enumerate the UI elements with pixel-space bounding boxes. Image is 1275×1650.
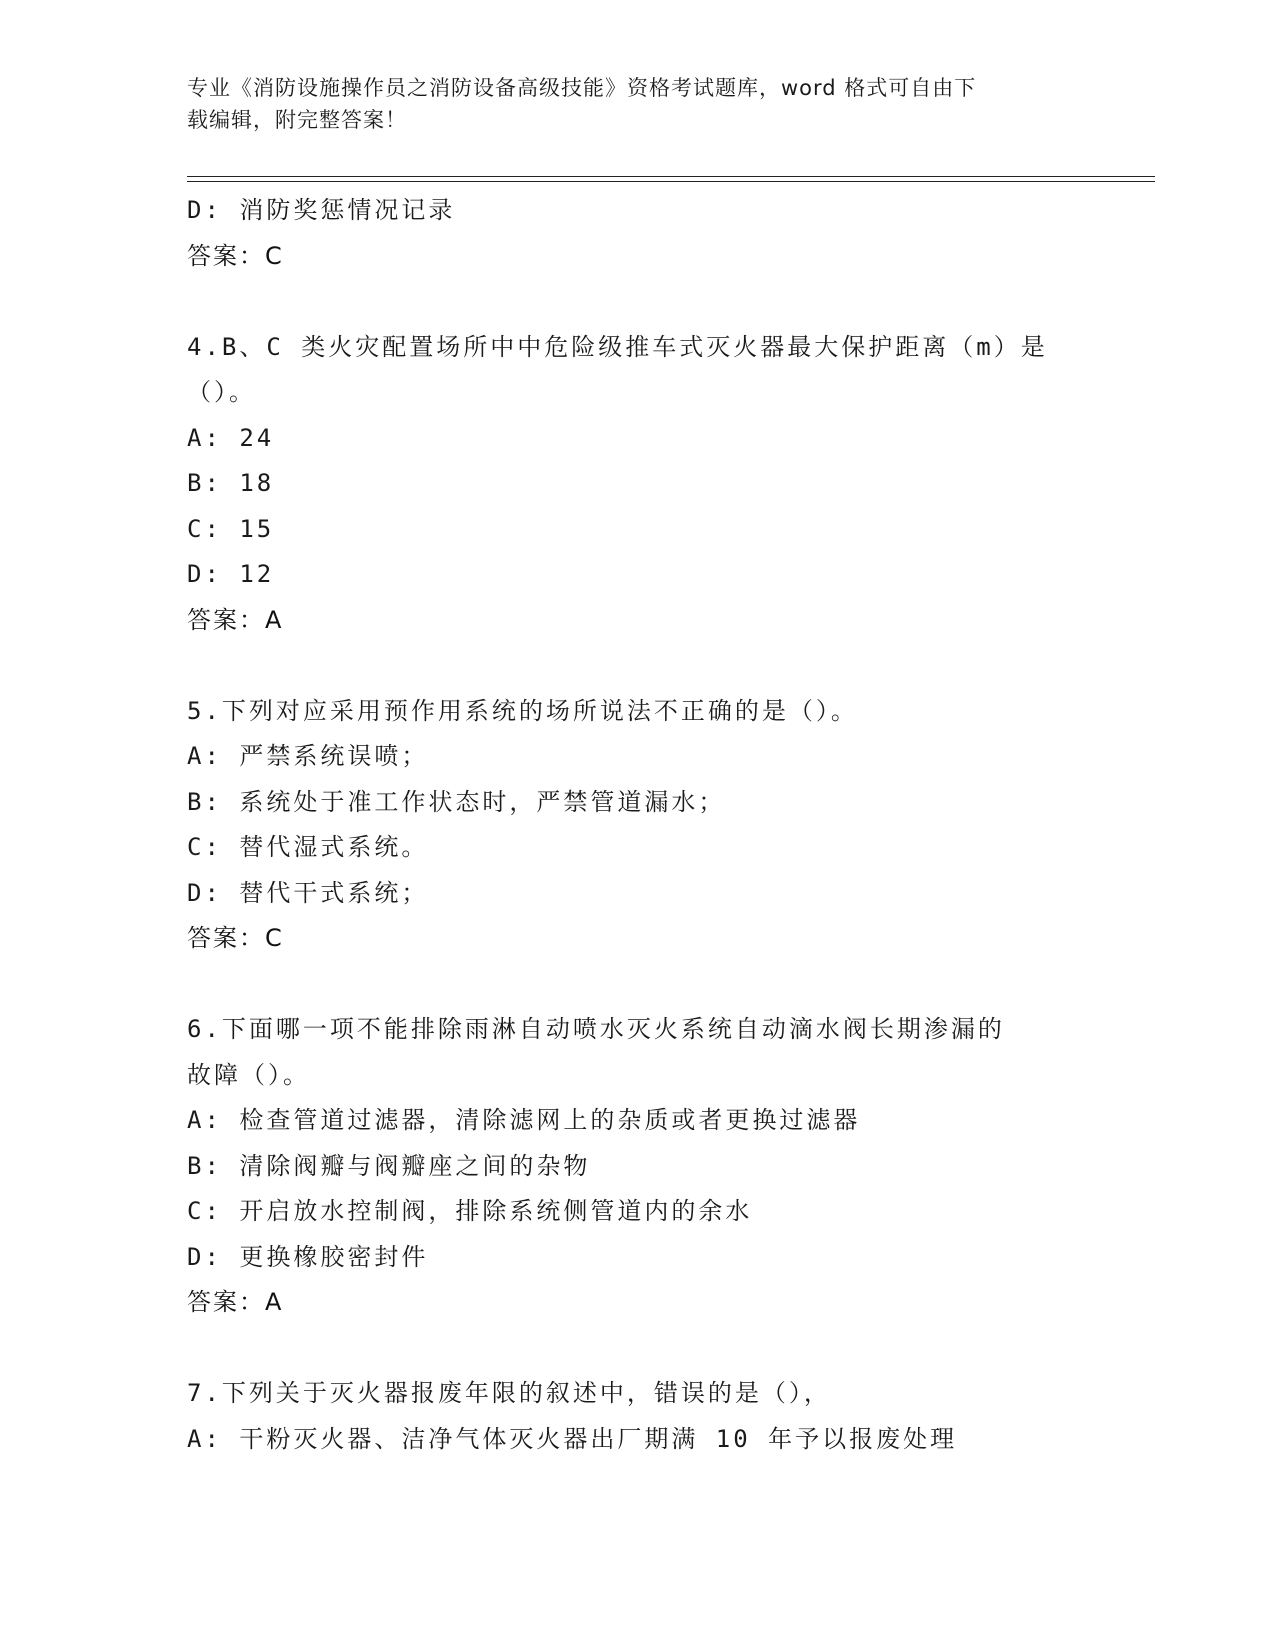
question-stem: 6.下面哪一项不能排除雨淋自动喷水灭火系统自动滴水阀长期渗漏的 [187, 1015, 1005, 1043]
option-b: B: 系统处于准工作状态时，严禁管道漏水； [187, 787, 726, 816]
document-header [187, 72, 1067, 136]
header-line-2: 载编辑，附完整答案！ [187, 108, 407, 132]
question-5 [187, 689, 1137, 962]
spacer [187, 279, 1137, 325]
answer: 答案：A [187, 1288, 284, 1316]
answer: 答案：C [187, 924, 284, 952]
question-6 [187, 1007, 1137, 1326]
option-c: C: 15 [187, 514, 275, 543]
option-c: C: 开启放水控制阀，排除系统侧管道内的余水 [187, 1197, 753, 1225]
option-d: D: 更换橡胶密封件 [187, 1242, 429, 1271]
question-stem-cont: （）。 [187, 378, 256, 406]
question-7 [187, 1371, 1137, 1462]
prev-option-d: D: 消防奖惩情况记录 [187, 196, 456, 224]
header-divider-bottom [187, 181, 1155, 182]
spacer [187, 1326, 1137, 1372]
question-stem: 4.B、C 类火灾配置场所中中危险级推车式灭火器最大保护距离（m）是 [187, 332, 1048, 361]
option-a: A: 严禁系统误喷； [187, 742, 429, 770]
question-stem: 5.下列对应采用预作用系统的场所说法不正确的是（）。 [187, 696, 858, 725]
option-a: A: 24 [187, 423, 275, 452]
option-a: A: 干粉灭火器、洁净气体灭火器出厂期满 10 年予以报废处理 [187, 1424, 958, 1453]
question-stem-cont: 故障（）。 [187, 1060, 310, 1089]
prev-answer: 答案：C [187, 241, 284, 270]
option-d: D: 替代干式系统； [187, 878, 429, 907]
spacer [187, 643, 1137, 689]
option-b: B: 18 [187, 469, 275, 497]
header-divider-top [187, 176, 1155, 177]
question-stem: 7.下列关于灭火器报废年限的叙述中，错误的是（）， [187, 1379, 831, 1407]
question-body [187, 188, 1137, 1462]
question-4 [187, 325, 1137, 644]
header-line-1: 专业《消防设施操作员之消防设备高级技能》资格考试题库，word 格式可自由下 [187, 76, 977, 100]
answer: 答案：A [187, 605, 284, 634]
option-a: A: 检查管道过滤器，清除滤网上的杂质或者更换过滤器 [187, 1106, 861, 1134]
option-d: D: 12 [187, 560, 275, 588]
option-c: C: 替代湿式系统。 [187, 833, 429, 861]
option-b: B: 清除阀瓣与阀瓣座之间的杂物 [187, 1151, 591, 1180]
spacer [187, 962, 1137, 1008]
